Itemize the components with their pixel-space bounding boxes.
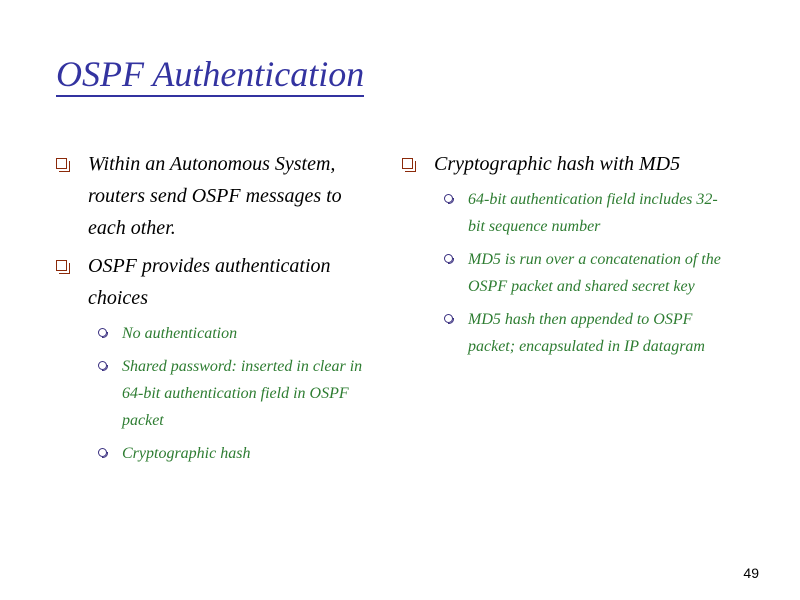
bullet-text: Cryptographic hash with MD5: [434, 153, 681, 175]
sub-item-text: No authentication: [122, 325, 238, 342]
square-bullet-icon: [56, 158, 67, 169]
square-bullet-icon: [56, 260, 67, 271]
page-number: 49: [743, 565, 759, 581]
ring-bullet-icon: [444, 254, 453, 263]
square-bullet-icon: [402, 158, 413, 169]
bullet-text: OSPF provides authentication choices: [88, 255, 331, 309]
bullet-crypto-md5: [398, 148, 728, 180]
ring-bullet-icon: [444, 194, 453, 203]
sub-item-text: 64-bit authentication field includes 32-bit sequence number: [468, 191, 718, 235]
slide-title: OSPF Authentication: [56, 54, 364, 97]
sub-item-md5-append: [398, 306, 728, 360]
sub-item-text: MD5 hash then appended to OSPF packet; encapsulated in IP datagram: [468, 311, 705, 355]
sub-item-text: MD5 is run over a concatenation of the OSPF packet and shared secret key: [468, 251, 721, 295]
right-column: [398, 148, 728, 366]
sub-item-shared-password: [52, 353, 382, 434]
sub-item-no-auth: [52, 320, 382, 347]
sub-item-md5-run: [398, 246, 728, 300]
sub-item-text: Shared password: inserted in clear in 64-bit authentication field in OSPF packet: [122, 358, 363, 429]
bullet-within-as: [52, 148, 382, 244]
ring-bullet-icon: [98, 328, 107, 337]
bullet-auth-choices: [52, 250, 382, 314]
left-column: [52, 148, 382, 473]
ring-bullet-icon: [98, 448, 107, 457]
sub-item-text: Cryptographic hash: [122, 445, 251, 462]
ring-bullet-icon: [444, 314, 453, 323]
bullet-text: Within an Autonomous System, routers send OSPF messages to each other.: [88, 153, 342, 239]
sub-item-auth-field: [398, 186, 728, 240]
sub-item-crypto-hash: [52, 440, 382, 467]
ring-bullet-icon: [98, 361, 107, 370]
